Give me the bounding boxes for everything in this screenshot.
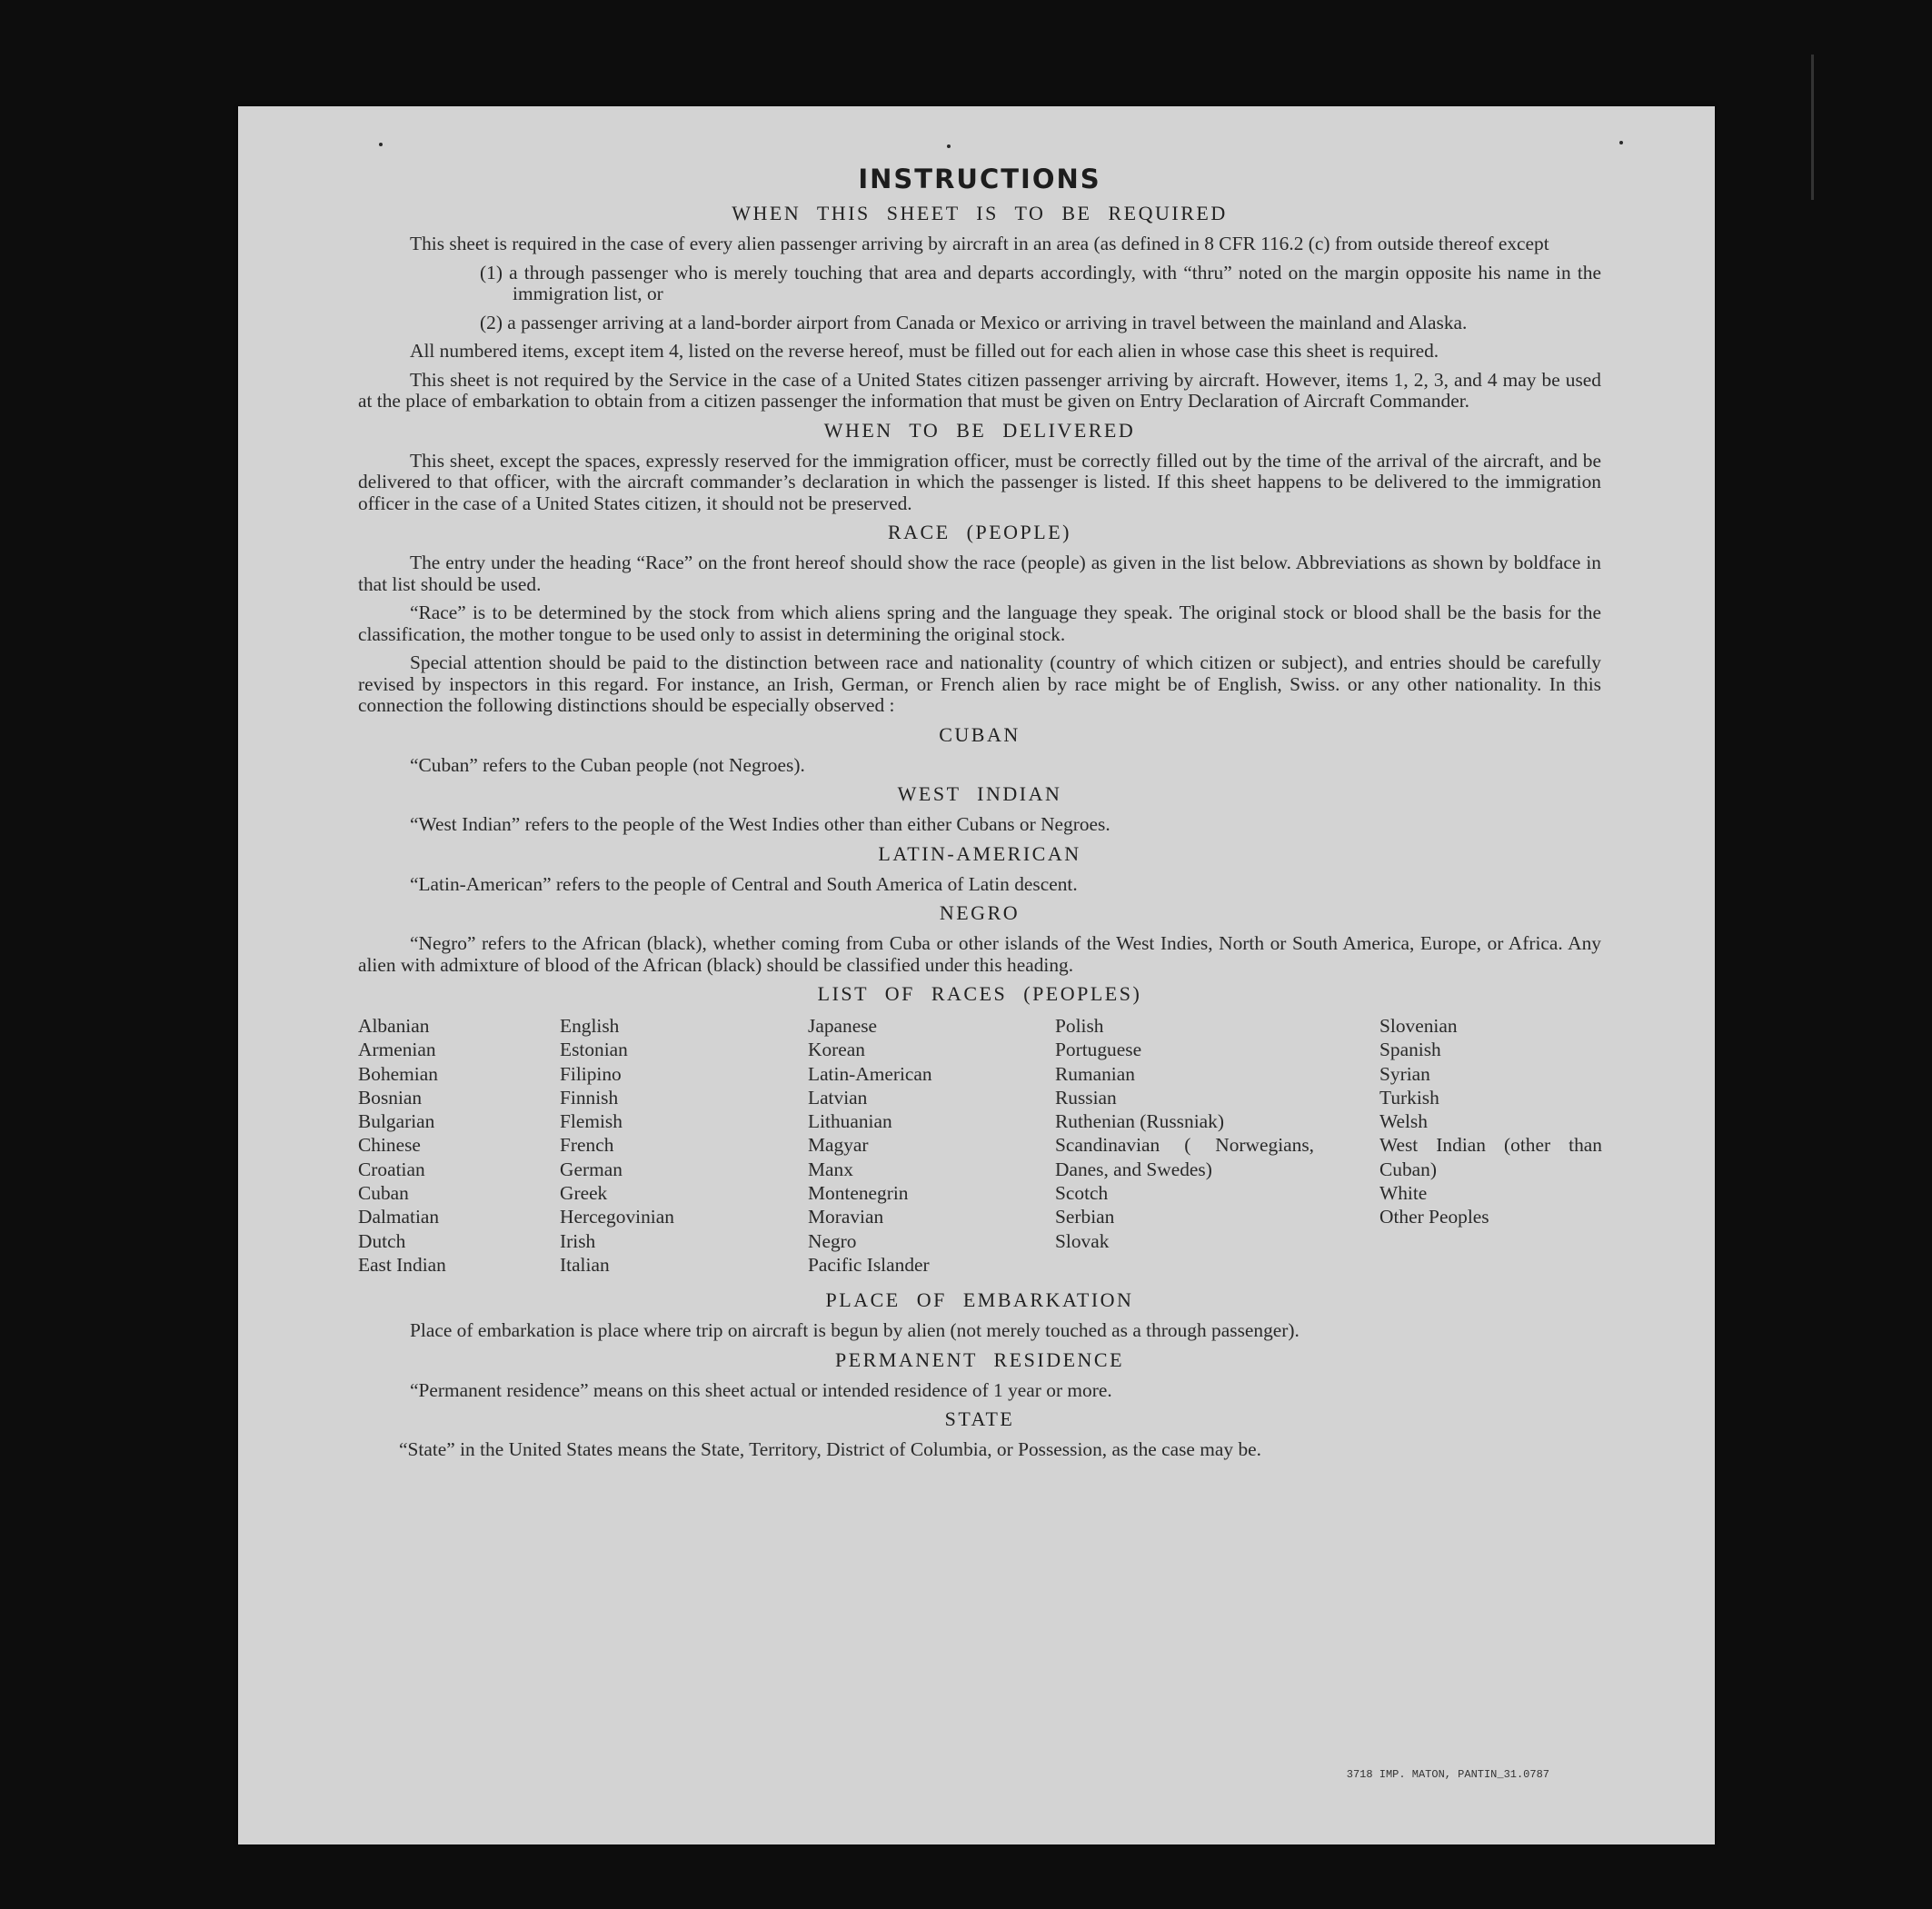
race-item: East Indian [358,1253,446,1276]
paragraph-cuban: “Cuban” refers to the Cuban people (not Negroes). [410,753,805,776]
paragraph-west-indian: “West Indian” refers to the people of the West Indies other than either Cubans or Negroes. [410,813,1110,835]
section-heading-negro: NEGRO [939,901,1021,924]
paragraph-delivered: This sheet, except the spaces, expressly reserved for the immigration officer, must be correctly filled out by the time of the arrival of the aircraft, and be delivered to that officer, with the aircraft commander’s declaration in which the passenger is listed. If this sheet happens to be delivered to the immigration officer in the case of a United States citizen, it should not be preserved. [358,449,1601,514]
race-item: Scotch [1055,1182,1109,1205]
race-item: Finnish [560,1086,619,1109]
paragraph-required: This sheet is required in the case of every alien passenger arriving by aircraft in an area (as defined in 8 CFR 116.2 (c) from outside thereof except [410,233,1549,254]
page-title: INSTRUCTIONS [858,164,1101,194]
race-item: Dutch [358,1229,406,1252]
scan-edge-mark [1811,55,1814,200]
exception-item-2: (2) a passenger arriving at a land-border airport from Canada or Mexico or arriving in travel between the mainland and Alaska. [480,311,1468,333]
section-heading-state: STATE [944,1407,1015,1431]
race-item: Syrian [1379,1062,1430,1085]
race-item: Bulgarian [358,1110,435,1133]
race-item: English [560,1015,620,1037]
race-item: Pacific Islander [808,1253,930,1276]
race-item: Magyar [808,1134,869,1157]
paragraph-residence: “Permanent residence” means on this sheet actual or intended residence of 1 year or more. [410,1378,1112,1401]
section-heading-residence: PERMANENT RESIDENCE [834,1347,1125,1371]
section-heading-latin-american: LATIN-AMERICAN [878,841,1081,865]
section-heading-required: WHEN THIS SHEET IS TO BE REQUIRED [732,202,1228,224]
race-item: Serbian [1055,1206,1115,1228]
paragraph-citizen: This sheet is not required by the Service in the case of a United States citizen passenger arriving by aircraft. However, items 1, 2, 3, and 4 may be used at the place of embarkation to obtain from a citizen passenger the information that must be given on Entry Declaration of Aircraft Commander. [358,368,1601,412]
document-sheet [238,106,1715,1844]
section-heading-cuban: CUBAN [939,722,1021,746]
race-item: West Indian (other than Cuban) [1379,1134,1602,1180]
race-item: Negro [808,1229,857,1252]
race-item: Bohemian [358,1062,438,1085]
paragraph-latin-american: “Latin-American” refers to the people of Central and South America of Latin descent. [410,872,1078,895]
race-item: Portuguese [1055,1039,1142,1061]
race-item: Polish [1055,1015,1104,1037]
race-item: Bosnian [358,1086,423,1109]
race-item: Spanish [1379,1039,1441,1061]
race-item: Slovak [1055,1229,1110,1252]
paragraph-race-stock: “Race” is to be determined by the stock from which aliens spring and the language they speak. The original stock or blood shall be the basis for the classification, the mother tongue to be used only to assist in determining the original stock. [358,602,1601,645]
race-item: French [560,1134,614,1157]
race-item: Irish [560,1229,596,1252]
race-item: Latvian [808,1086,868,1109]
scan-speck [1619,141,1623,144]
race-item: Japanese [808,1015,878,1037]
race-item: Ruthenian (Russniak) [1055,1110,1224,1133]
race-item: Turkish [1379,1086,1439,1109]
race-item: Moravian [808,1206,884,1228]
race-item: Scandinavian ( Norwegians, Danes, and Swedes) [1055,1134,1314,1180]
section-heading-list-of-races: LIST OF RACES (PEOPLES) [817,982,1142,1005]
race-item: Korean [808,1039,865,1061]
race-item: Russian [1055,1086,1117,1109]
race-item: Cuban [358,1182,409,1205]
race-item: Filipino [560,1062,622,1085]
race-item: Croatian [358,1158,425,1180]
printer-footnote: 3718 IMP. MATON, PANTIN_31.0787 [1346,1768,1549,1781]
race-item: Chinese [358,1134,421,1157]
scan-speck [947,144,951,148]
exception-item-1: (1) a through passenger who is merely touching that area and departs accordingly, with “thru” noted on the margin opposite his name in the immigration list, or [480,261,1601,304]
race-item: Other Peoples [1379,1206,1489,1228]
races-column-3 [808,1014,1055,1277]
race-item: Latin-American [808,1062,932,1085]
race-item: White [1379,1182,1428,1205]
race-item: Lithuanian [808,1110,892,1133]
race-item: Greek [560,1182,608,1205]
section-heading-embarkation: PLACE OF EMBARKATION [825,1288,1134,1312]
section-heading-race: RACE (PEOPLE) [888,521,1071,543]
races-column-2 [560,1014,808,1277]
race-item: Rumanian [1055,1062,1135,1085]
paragraph-numbered-items: All numbered items, except item 4, listed on the reverse hereof, must be filled out for each alien in whose case this sheet is required. [410,340,1439,362]
race-item: Dalmatian [358,1206,440,1228]
race-item: Armenian [358,1039,436,1061]
scan-speck [379,143,383,146]
race-item: Montenegrin [808,1182,909,1205]
race-item: German [560,1158,622,1180]
race-item: Welsh [1379,1110,1428,1133]
paragraph-negro: “Negro” refers to the African (black), whether coming from Cuba or other islands of the West Indies, North or South America, Europe, or Africa. Any alien with admixture of blood of the African (black) should be classified under this heading. [358,932,1601,976]
races-column-5 [1379,1014,1602,1277]
race-item: Albanian [358,1015,430,1037]
race-item: Slovenian [1379,1015,1458,1037]
race-item: Flemish [560,1110,622,1133]
paragraph-state: “State” in the United States means the State, Territory, District of Columbia, or Possession, as the case may be. [399,1438,1261,1461]
races-list [358,1014,1601,1277]
instructions-content [358,163,1601,1468]
races-column-1 [358,1014,560,1277]
paragraph-race-entry: The entry under the heading “Race” on the front hereof should show the race (people) as given in the list below. Abbreviations as shown by boldface in that list should be used. [358,552,1601,595]
race-item: Hercegovinian [560,1206,674,1228]
section-heading-west-indian: WEST INDIAN [897,782,1062,805]
race-item: Italian [560,1253,610,1276]
race-item: Estonian [560,1039,628,1061]
section-heading-delivered: WHEN TO BE DELIVERED [823,418,1136,442]
paragraph-race-nationality: Special attention should be paid to the distinction between race and nationality (country of which citizen or subject), and entries should be carefully revised by inspectors in this regard. For instance, an Irish, German, or French alien by race might be of English, Swiss. or any other nationality. In this connection the following distinctions should be especially observed : [358,651,1601,716]
races-column-4 [1055,1014,1379,1277]
paragraph-embarkation: Place of embarkation is place where trip on aircraft is begun by alien (not merely touched as a through passenger). [410,1319,1300,1342]
race-item: Manx [808,1158,853,1180]
